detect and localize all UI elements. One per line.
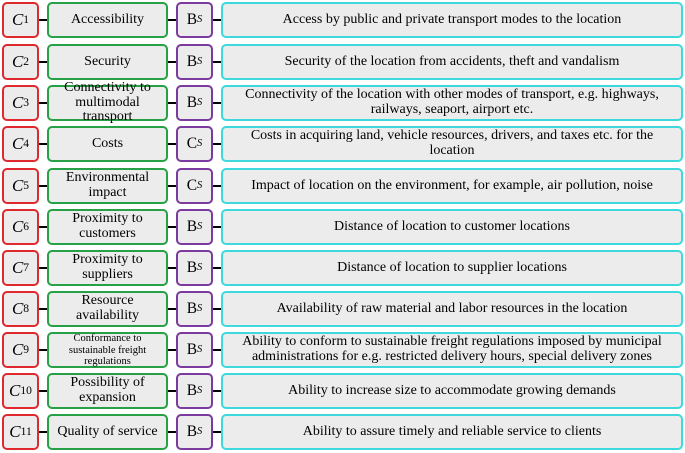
criterion-row xyxy=(0,332,685,368)
criterion-row xyxy=(0,44,685,80)
connector-line xyxy=(168,308,176,310)
criterion-index: 6 xyxy=(23,219,30,233)
criterion-row xyxy=(0,2,685,38)
criterion-letter: C xyxy=(11,134,24,154)
criterion-name: Proximity to customers xyxy=(72,211,143,241)
criterion-description: Distance of location to supplier locations xyxy=(337,259,567,275)
criterion-name: Quality of service xyxy=(57,423,158,439)
criterion-type-superscript: S xyxy=(197,344,203,356)
criterion-index: 7 xyxy=(23,260,30,274)
criterion-type-box xyxy=(176,44,213,80)
connector-line xyxy=(39,349,47,351)
criterion-name: Proximity to suppliers xyxy=(72,252,143,282)
criterion-type-superscript: S xyxy=(197,426,203,438)
criterion-index: 11 xyxy=(20,424,32,438)
connector-line xyxy=(213,390,221,392)
criterion-type-box xyxy=(176,209,213,245)
criterion-description-box xyxy=(221,414,683,450)
criterion-row xyxy=(0,209,685,245)
criterion-name-box xyxy=(47,373,168,409)
criterion-index: 9 xyxy=(23,342,30,356)
criterion-type-superscript: S xyxy=(197,221,203,233)
criterion-type-superscript: S xyxy=(197,97,203,109)
criterion-description-box xyxy=(221,332,683,368)
criterion-name: Conformance to sustainable freight regulations xyxy=(68,333,147,367)
criterion-name-box xyxy=(47,168,168,204)
criterion-type-superscript: S xyxy=(197,385,203,397)
criterion-type-superscript: S xyxy=(197,14,203,26)
criterion-name-box xyxy=(47,209,168,245)
connector-line xyxy=(168,431,176,433)
criterion-name-box xyxy=(47,414,168,450)
criterion-name-box xyxy=(47,79,168,125)
criterion-type-box xyxy=(176,373,213,409)
criterion-type-superscript: S xyxy=(197,180,203,192)
criterion-id-box xyxy=(2,291,39,327)
criterion-description-box xyxy=(221,126,683,162)
connector-line xyxy=(213,19,221,21)
criterion-name-box xyxy=(47,332,168,368)
criterion-index: 5 xyxy=(23,178,30,192)
criterion-type: B xyxy=(186,258,198,276)
criterion-id-box xyxy=(2,332,39,368)
criterion-name-box xyxy=(47,250,168,286)
connector-line xyxy=(168,390,176,392)
criterion-name: Costs xyxy=(91,135,124,151)
criterion-name: Connectivity to multimodal transport xyxy=(64,79,151,125)
connector-line xyxy=(39,19,47,21)
connector-line xyxy=(213,431,221,433)
criterion-index: 8 xyxy=(23,301,30,315)
criterion-name-box xyxy=(47,291,168,327)
connector-line xyxy=(168,61,176,63)
criterion-description-box xyxy=(221,291,683,327)
connector-line xyxy=(168,102,176,104)
criterion-description-box xyxy=(221,209,683,245)
connector-line xyxy=(39,267,47,269)
criterion-description: Ability to assure timely and reliable service to clients xyxy=(302,423,602,439)
criterion-index: 4 xyxy=(23,136,30,150)
criterion-id-box xyxy=(2,126,39,162)
criterion-description: Ability to increase size to accommodate growing demands xyxy=(288,382,616,398)
criterion-id-box xyxy=(2,250,39,286)
criterion-type-box xyxy=(176,2,213,38)
connector-line xyxy=(39,185,47,187)
criterion-description: Security of the location from accidents, theft and vandalism xyxy=(284,53,620,69)
criterion-index: 2 xyxy=(23,54,30,68)
criterion-id-box xyxy=(2,209,39,245)
criterion-row xyxy=(0,373,685,409)
criterion-type-superscript: S xyxy=(197,138,203,150)
criterion-description-box xyxy=(221,250,683,286)
criterion-index: 3 xyxy=(23,95,30,109)
connector-line xyxy=(168,226,176,228)
criterion-type-superscript: S xyxy=(197,56,203,68)
connector-line xyxy=(39,226,47,228)
criterion-type: B xyxy=(186,10,198,28)
connector-line xyxy=(39,390,47,392)
criterion-index: 1 xyxy=(23,12,30,26)
criterion-letter: C xyxy=(11,340,24,360)
criterion-letter: C xyxy=(9,381,21,401)
connector-line xyxy=(213,102,221,104)
criterion-type-superscript: S xyxy=(197,303,203,315)
connector-line xyxy=(168,349,176,351)
criterion-description: Ability to conform to sustainable freight regulations imposed by municipal administrations for e.g. restricted delivery hours, special delivery zones xyxy=(242,334,662,364)
criterion-description-box xyxy=(221,168,683,204)
criterion-name: Resource availability xyxy=(76,293,139,323)
criterion-id-box xyxy=(2,2,39,38)
connector-line xyxy=(168,19,176,21)
criterion-type-box xyxy=(176,85,213,121)
criterion-description: Connectivity of the location with other modes of transport, e.g. highways, railways, seaport, airport etc. xyxy=(245,87,659,117)
criterion-name: Possibility of expansion xyxy=(70,375,145,405)
connector-line xyxy=(39,431,47,433)
connector-line xyxy=(168,185,176,187)
criterion-description: Access by public and private transport modes to the location xyxy=(282,11,622,27)
criterion-description: Impact of location on the environment, for example, air pollution, noise xyxy=(251,177,653,193)
criterion-id-box xyxy=(2,85,39,121)
criterion-id-box xyxy=(2,168,39,204)
connector-line xyxy=(39,143,47,145)
criterion-type: B xyxy=(186,340,198,358)
criterion-type: C xyxy=(186,176,198,194)
criterion-description-box xyxy=(221,2,683,38)
criterion-row xyxy=(0,168,685,204)
criterion-row xyxy=(0,291,685,327)
criterion-type-box xyxy=(176,168,213,204)
criterion-type-box xyxy=(176,332,213,368)
criterion-letter: C xyxy=(11,93,24,113)
criterion-name-box xyxy=(47,126,168,162)
criterion-type-box xyxy=(176,126,213,162)
criterion-type-box xyxy=(176,414,213,450)
criterion-type: B xyxy=(186,422,198,440)
connector-line xyxy=(213,143,221,145)
criterion-type: B xyxy=(186,217,198,235)
criterion-row xyxy=(0,250,685,286)
connector-line xyxy=(168,143,176,145)
criterion-letter: C xyxy=(11,299,24,319)
criterion-description-box xyxy=(221,85,683,121)
criterion-type-superscript: S xyxy=(197,262,203,274)
criterion-letter: C xyxy=(11,10,24,30)
criterion-type-box xyxy=(176,291,213,327)
criterion-type-box xyxy=(176,250,213,286)
connector-line xyxy=(39,308,47,310)
criterion-id-box xyxy=(2,373,39,409)
criterion-type: B xyxy=(186,381,198,399)
connector-line xyxy=(213,185,221,187)
connector-line xyxy=(39,61,47,63)
connector-line xyxy=(213,267,221,269)
criterion-id-box xyxy=(2,414,39,450)
connector-line xyxy=(39,102,47,104)
criterion-description-box xyxy=(221,44,683,80)
criterion-name: Accessibility xyxy=(70,11,145,27)
criterion-letter: C xyxy=(9,422,21,442)
criterion-id-box xyxy=(2,44,39,80)
connector-line xyxy=(213,226,221,228)
criterion-letter: C xyxy=(11,176,24,196)
connector-line xyxy=(213,61,221,63)
criterion-letter: C xyxy=(11,52,24,72)
criterion-type: C xyxy=(186,134,198,152)
criterion-name-box xyxy=(47,2,168,38)
criterion-row xyxy=(0,126,685,162)
criterion-description: Availability of raw material and labor resources in the location xyxy=(276,300,628,316)
criterion-type: B xyxy=(186,299,198,317)
criterion-index: 10 xyxy=(20,383,32,397)
criterion-name: Security xyxy=(84,53,131,69)
criterion-letter: C xyxy=(11,217,24,237)
criterion-letter: C xyxy=(11,258,24,278)
criterion-type: B xyxy=(186,93,198,111)
connector-line xyxy=(168,267,176,269)
criterion-name-box xyxy=(47,44,168,80)
criterion-type: B xyxy=(186,52,198,70)
connector-line xyxy=(213,349,221,351)
criterion-description: Distance of location to customer locations xyxy=(334,218,570,234)
criterion-name: Environmental impact xyxy=(65,170,150,200)
criterion-description: Costs in acquiring land, vehicle resources, drivers, and taxes etc. for the location xyxy=(250,128,654,158)
criterion-description-box xyxy=(221,373,683,409)
criterion-row xyxy=(0,414,685,450)
criterion-row xyxy=(0,79,685,125)
connector-line xyxy=(213,308,221,310)
